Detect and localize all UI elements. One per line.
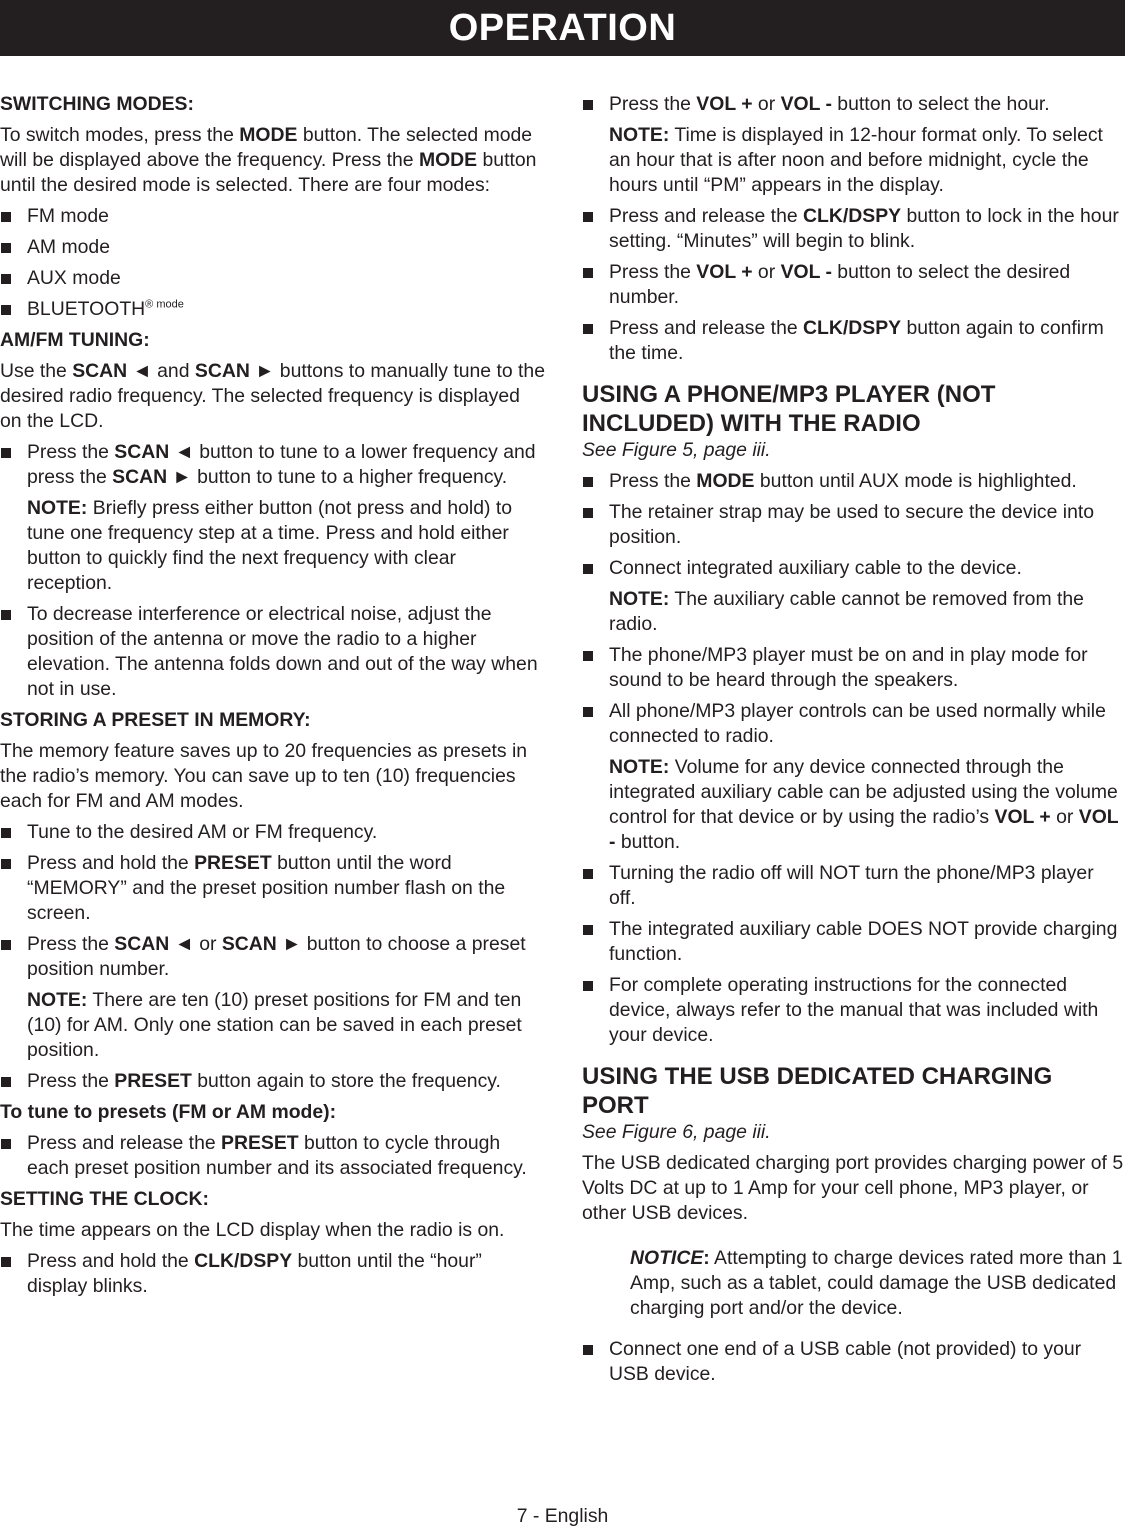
list-item: AUX mode [0, 266, 545, 291]
page-footer [0, 1504, 1125, 1529]
list-item: Press the VOL + or VOL - button to select the desired number. [582, 260, 1125, 310]
clock-intro: The time appears on the LCD display when the radio is on. [0, 1219, 505, 1241]
section-heading-tune-presets: To tune to presets (FM or AM mode): [0, 1101, 337, 1123]
usb-intro: The USB dedicated charging port provides charging power of 5 Volts DC at up to 1 Amp for your cell phone, MP3 player, or other USB devices. [582, 1152, 1124, 1224]
list-item: Press the SCAN ◄ or SCAN ► button to choose a preset position number. [0, 932, 545, 982]
right-column [582, 92, 1125, 1393]
list-item: Press and hold the CLK/DSPY button until the “hour” display blinks. [0, 1249, 545, 1299]
list-item: To decrease interference or electrical noise, adjust the position of the antenna or move the radio to a higher elevation. The antenna folds down and out of the way when not in use. [0, 602, 545, 702]
list-item: Press the PRESET button again to store the frequency. [0, 1069, 545, 1094]
list-item: $BLUETOOTH^{® mode}$ [0, 297, 545, 322]
section-heading-clock: SETTING THE CLOCK: [0, 1188, 209, 1210]
list-item: AM mode [0, 235, 545, 260]
section-heading-phone: USING A PHONE/MP3 PLAYER (NOT INCLUDED) WITH THE RADIO [582, 381, 996, 437]
list-item: Connect one end of a USB cable (not provided) to your USB device. [582, 1337, 1125, 1387]
list-item: The integrated auxiliary cable DOES NOT provide charging function. [582, 917, 1125, 967]
mode-list [0, 204, 545, 322]
list-item: FM mode [0, 204, 545, 229]
left-column [0, 92, 545, 1305]
page-number: 7 - English [516, 1505, 609, 1527]
list-item: For complete operating instructions for the connected device, always refer to the manual that was included with your device. [582, 973, 1125, 1048]
usb-figure-ref: See Figure 6, page iii. [582, 1121, 771, 1143]
preset-intro: The memory feature saves up to 20 frequencies as presets in the radio’s memory. You can save up to ten (10) frequencies each for FM and AM modes. [0, 740, 528, 812]
list-item: Press the VOL + or VOL - button to select the hour. [582, 92, 1125, 117]
list-item: Connect integrated auxiliary cable to the device. [582, 556, 1125, 581]
list-item: All phone/MP3 player controls can be used normally while connected to radio. [582, 699, 1125, 749]
list-item: The retainer strap may be used to secure the device into position. [582, 500, 1125, 550]
page-header-banner [0, 0, 1125, 56]
page-header-title: OPERATION [448, 7, 677, 49]
list-item: Press and release the CLK/DSPY button again to confirm the time. [582, 316, 1125, 366]
phone-note-cable: NOTE: The auxiliary cable cannot be removed from the radio. [609, 588, 1084, 635]
section-heading-tuning: AM/FM TUNING: [0, 329, 150, 351]
list-item: Press and release the CLK/DSPY button to lock in the hour setting. “Minutes” will begin to blink. [582, 204, 1125, 254]
clock-note: NOTE: Time is displayed in 12-hour format only. To select an hour that is after noon and before midnight, cycle the hours until “PM” appears in the display. [609, 124, 1103, 196]
tuning-note: NOTE: Briefly press either button (not press and hold) to tune one frequency step at a time. Press and hold either button to quickly find the next frequency with clear reception. [27, 497, 512, 594]
tuning-list [0, 440, 545, 490]
phone-figure-ref: See Figure 5, page iii. [582, 439, 771, 461]
section-heading-switching-modes: SWITCHING MODES: [0, 93, 194, 115]
preset-note: NOTE: There are ten (10) preset positions for FM and ten (10) for AM. Only one station can be saved in each preset position. [27, 989, 522, 1061]
list-item: Press and release the PRESET button to cycle through each preset position number and its associated frequency. [0, 1131, 545, 1181]
list-item: Press the MODE button until AUX mode is highlighted. [582, 469, 1125, 494]
list-item: Press and hold the PRESET button until the word “MEMORY” and the preset position number flash on the screen. [0, 851, 545, 926]
list-item: Press the SCAN ◄ button to tune to a lower frequency and press the SCAN ► button to tune to a higher frequency. [0, 440, 545, 490]
tuning-intro: Use the SCAN ◄ and SCAN ► buttons to manually tune to the desired radio frequency. The selected frequency is displayed on the LCD. [0, 360, 545, 432]
list-item: The phone/MP3 player must be on and in play mode for sound to be heard through the speakers. [582, 643, 1125, 693]
usb-notice: NOTICE: Attempting to charge devices rated more than 1 Amp, such as a tablet, could damage the USB dedicated charging port and/or the device. [630, 1247, 1123, 1319]
section-heading-usb: USING THE USB DEDICATED CHARGING PORT [582, 1063, 1053, 1119]
list-item: Tune to the desired AM or FM frequency. [0, 820, 545, 845]
phone-note-volume: NOTE: Volume for any device connected through the integrated auxiliary cable can be adjusted using the volume control for that device or by using the radio’s VOL + or VOL - button. [609, 756, 1119, 853]
section-heading-preset: STORING A PRESET IN MEMORY: [0, 709, 311, 731]
list-item: Turning the radio off will NOT turn the phone/MP3 player off. [582, 861, 1125, 911]
preset-list [0, 820, 545, 982]
switching-intro: To switch modes, press the MODE button. The selected mode will be displayed above the frequency. Press the MODE button until the desired mode is selected. There are four modes: [0, 124, 537, 196]
